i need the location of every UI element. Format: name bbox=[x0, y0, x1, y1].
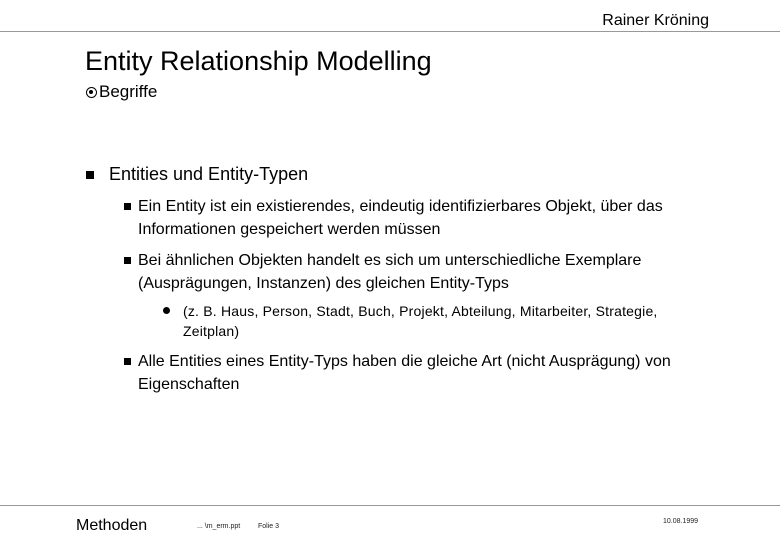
example-bullet bbox=[163, 301, 663, 341]
bottom-divider bbox=[0, 505, 780, 506]
example-text: (z. B. Haus, Person, Stadt, Buch, Projekt, Abteilung, Mitarbeiter, Strategie, Zeitplan) bbox=[183, 303, 658, 339]
square-bullet-icon bbox=[124, 358, 131, 365]
author: Rainer Kröning bbox=[602, 12, 709, 29]
footer-slide: Folie 3 bbox=[258, 523, 280, 530]
footer-date: 10.08.1999 bbox=[663, 518, 699, 525]
footer-title: Methoden bbox=[76, 517, 148, 534]
top-divider bbox=[0, 31, 780, 32]
subtitle-text: Begriffe bbox=[99, 82, 158, 101]
slide-subtitle bbox=[86, 82, 157, 102]
sub-bullet-text: Alle Entities eines Entity-Typs haben die gleiche Art (nicht Ausprägung) von Eigenschaften bbox=[138, 353, 671, 393]
square-bullet-icon bbox=[124, 203, 131, 210]
round-bullet-icon bbox=[163, 307, 170, 314]
square-bullet-icon bbox=[86, 171, 94, 179]
sub-bullet-text: Bei ähnlichen Objekten handelt es sich um unterschiedliche Exemplare (Ausprägungen, Instanzen) des gleichen Entity-Typs bbox=[138, 252, 642, 292]
square-bullet-icon bbox=[124, 257, 131, 264]
sub-bullet-3 bbox=[124, 350, 724, 396]
footer-file: ... \m_erm.ppt bbox=[197, 523, 241, 530]
main-bullet bbox=[86, 164, 308, 185]
sub-bullet-1 bbox=[124, 195, 724, 241]
sub-bullet-2 bbox=[124, 249, 724, 295]
target-bullet-icon bbox=[86, 87, 97, 98]
slide-title: Entity Relationship Modelling bbox=[85, 46, 432, 76]
main-bullet-text: Entities und Entity-Typen bbox=[109, 164, 309, 184]
sub-bullet-text: Ein Entity ist ein existierendes, eindeutig identifizierbares Objekt, über das Informationen gespeichert werden müssen bbox=[138, 198, 663, 238]
